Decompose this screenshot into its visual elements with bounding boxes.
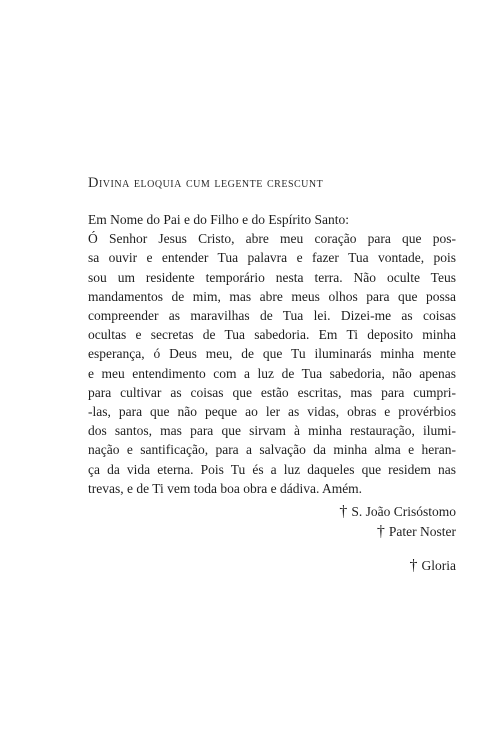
signature-gloria	[339, 556, 456, 576]
body-line: ça da vida eterna. Pois Tu és a luz daqueles que residem nas	[88, 461, 456, 477]
body-line: ocultas e secretas de Tua sabedoria. Em Ti deposito minha	[88, 327, 456, 343]
body-line: trevas, e de Ti vem toda boa obra e dádiva. Amém.	[88, 480, 363, 496]
body-line: mandamentos de mim, mas abre meus olhos para que possa	[88, 288, 456, 304]
cross-icon: †	[376, 523, 385, 540]
body-line: esperança, ó Deus meu, de que Tu iluminarás minha mente	[88, 346, 456, 362]
signature-text: Pater Noster	[388, 524, 456, 539]
signature-pater-noster	[339, 522, 456, 542]
body-line: sa ouvir e entender Tua palavra e fazer Tua vontade, pois	[88, 250, 456, 266]
signature-block	[339, 502, 456, 576]
body-line: para cultivar as coisas que estão escritas, mas para cumpri-	[88, 384, 456, 400]
cross-icon: †	[339, 503, 348, 520]
body-line: Em Nome do Pai e do Filho e do Espírito Santo:	[88, 212, 349, 227]
signature-author	[339, 502, 456, 522]
body-line: -las, para que não peque ao ler as vidas, obras e provérbios	[88, 404, 456, 420]
body-line: e meu entendimento com a luz de Tua sabedoria, não apenas	[88, 365, 456, 381]
cross-icon: †	[409, 557, 418, 574]
body-line: compreender as maravilhas de Tua lei. Dizei-me as coisas	[88, 308, 456, 324]
body-line: sou um residente temporário nesta terra. Não oculte Teus	[88, 269, 456, 285]
body-line: nação e santificação, para a salvação da minha alma e heran-	[88, 442, 456, 458]
body-line: Ó Senhor Jesus Cristo, abre meu coração para que pos-	[88, 231, 456, 247]
signature-text: S. João Crisóstomo	[351, 504, 456, 519]
prayer-body	[88, 210, 456, 498]
body-line: dos santos, mas para que sirvam à minha restauração, ilumi-	[88, 423, 456, 439]
prayer-heading: Divina eloquia cum legente crescunt	[88, 175, 324, 191]
signature-text: Gloria	[421, 558, 456, 573]
